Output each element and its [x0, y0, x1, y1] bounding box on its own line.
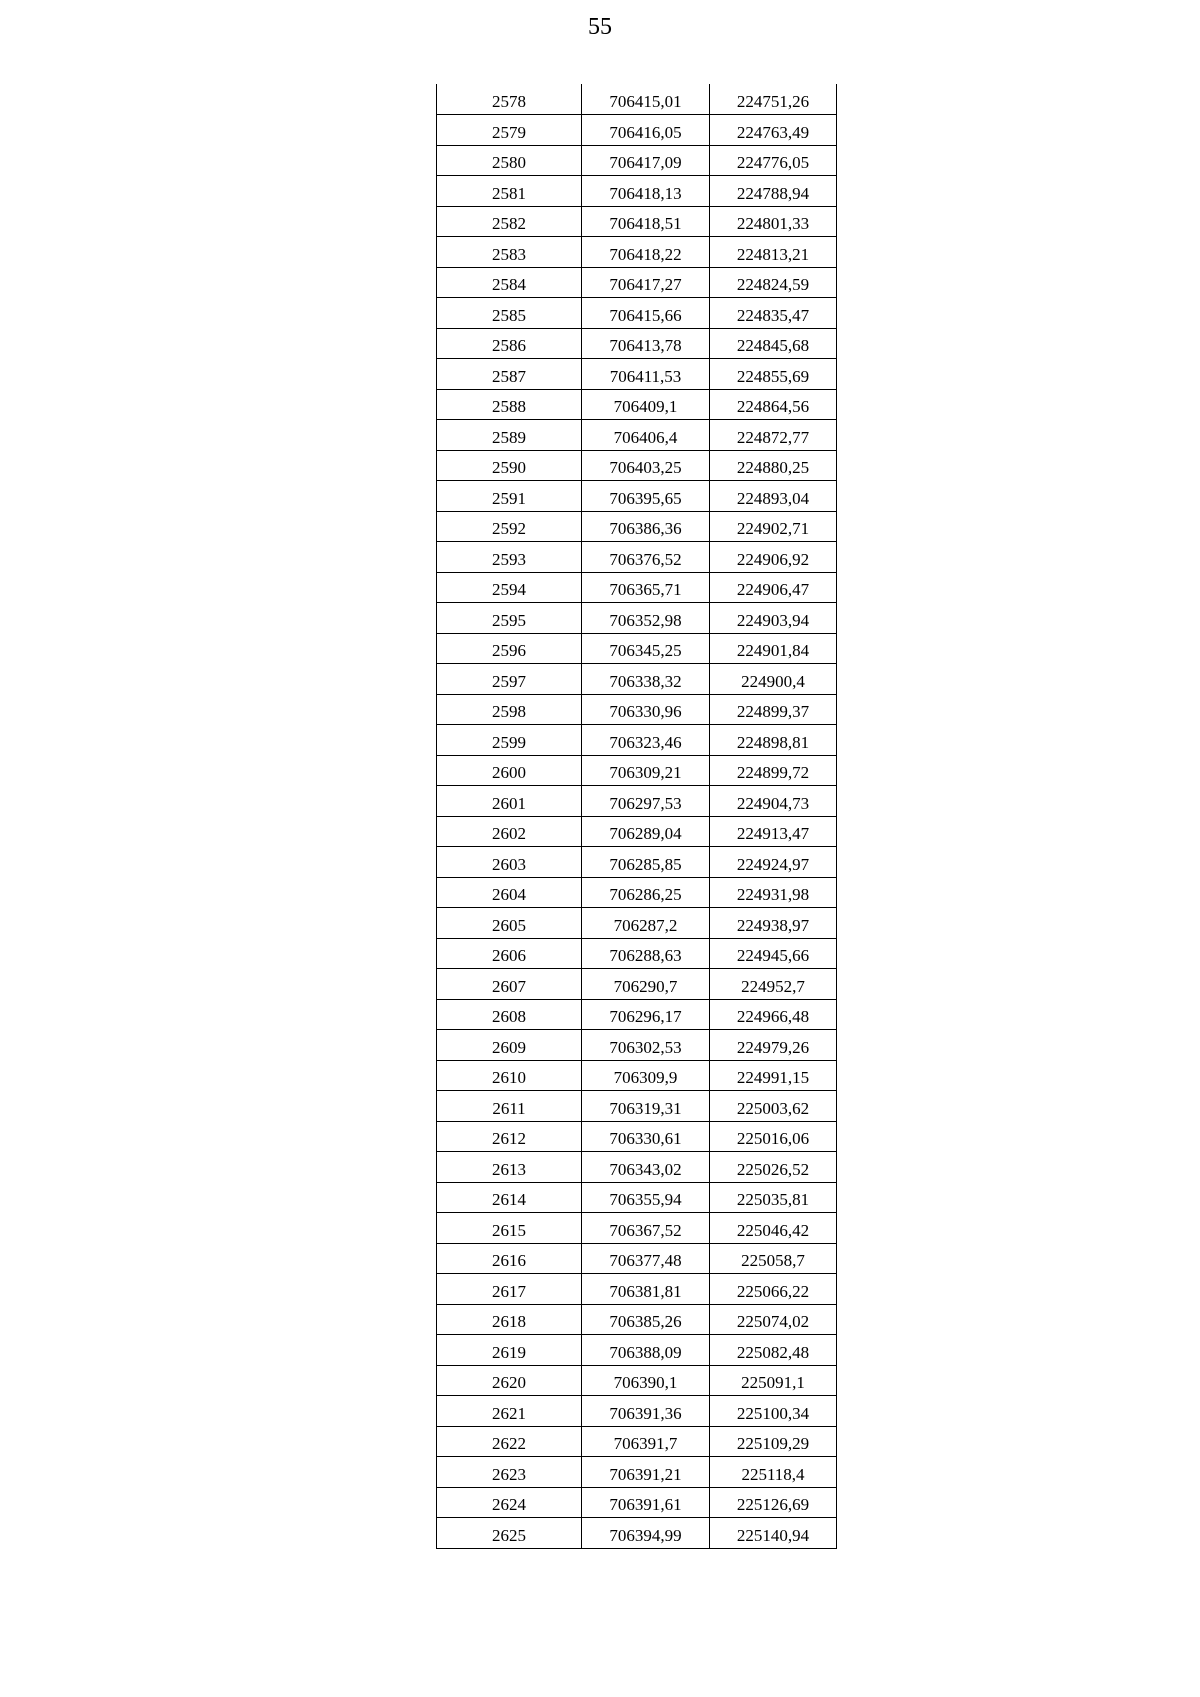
x-coordinate-cell: 706309,21: [582, 755, 710, 786]
table-row: [437, 786, 837, 817]
y-coordinate-cell: 224751,26: [710, 84, 837, 115]
point-number-cell: 2621: [437, 1396, 582, 1427]
point-number-cell: 2589: [437, 420, 582, 451]
y-coordinate-cell: 224979,26: [710, 1030, 837, 1061]
point-number-cell: 2610: [437, 1060, 582, 1091]
table-row: [437, 1426, 837, 1457]
table-row: [437, 603, 837, 634]
y-coordinate-cell: 225082,48: [710, 1335, 837, 1366]
table-row: [437, 450, 837, 481]
table-row: [437, 420, 837, 451]
y-coordinate-cell: 224763,49: [710, 115, 837, 146]
x-coordinate-cell: 706289,04: [582, 816, 710, 847]
y-coordinate-cell: 224835,47: [710, 298, 837, 329]
point-number-cell: 2604: [437, 877, 582, 908]
y-coordinate-cell: 224898,81: [710, 725, 837, 756]
table-row: [437, 1030, 837, 1061]
x-coordinate-cell: 706297,53: [582, 786, 710, 817]
table-row: [437, 542, 837, 573]
point-number-cell: 2600: [437, 755, 582, 786]
x-coordinate-cell: 706330,96: [582, 694, 710, 725]
table-row: [437, 298, 837, 329]
point-number-cell: 2607: [437, 969, 582, 1000]
x-coordinate-cell: 706415,01: [582, 84, 710, 115]
table-row: [437, 633, 837, 664]
x-coordinate-cell: 706323,46: [582, 725, 710, 756]
x-coordinate-cell: 706418,51: [582, 206, 710, 237]
point-number-cell: 2599: [437, 725, 582, 756]
table-row: [437, 847, 837, 878]
y-coordinate-cell: 225035,81: [710, 1182, 837, 1213]
point-number-cell: 2583: [437, 237, 582, 268]
point-number-cell: 2582: [437, 206, 582, 237]
table-row: [437, 816, 837, 847]
table-row: [437, 84, 837, 115]
point-number-cell: 2611: [437, 1091, 582, 1122]
y-coordinate-cell: 225100,34: [710, 1396, 837, 1427]
x-coordinate-cell: 706418,22: [582, 237, 710, 268]
table-row: [437, 1152, 837, 1183]
y-coordinate-cell: 224924,97: [710, 847, 837, 878]
coordinates-table-body: [437, 84, 837, 1548]
table-row: [437, 1457, 837, 1488]
x-coordinate-cell: 706338,32: [582, 664, 710, 695]
y-coordinate-cell: 225066,22: [710, 1274, 837, 1305]
y-coordinate-cell: 224864,56: [710, 389, 837, 420]
point-number-cell: 2609: [437, 1030, 582, 1061]
point-number-cell: 2605: [437, 908, 582, 939]
x-coordinate-cell: 706365,71: [582, 572, 710, 603]
x-coordinate-cell: 706417,27: [582, 267, 710, 298]
table-row: [437, 1182, 837, 1213]
point-number-cell: 2615: [437, 1213, 582, 1244]
point-number-cell: 2591: [437, 481, 582, 512]
point-number-cell: 2608: [437, 999, 582, 1030]
x-coordinate-cell: 706403,25: [582, 450, 710, 481]
point-number-cell: 2581: [437, 176, 582, 207]
y-coordinate-cell: 225091,1: [710, 1365, 837, 1396]
y-coordinate-cell: 224901,84: [710, 633, 837, 664]
y-coordinate-cell: 224945,66: [710, 938, 837, 969]
y-coordinate-cell: 225126,69: [710, 1487, 837, 1518]
y-coordinate-cell: 224813,21: [710, 237, 837, 268]
point-number-cell: 2588: [437, 389, 582, 420]
x-coordinate-cell: 706345,25: [582, 633, 710, 664]
point-number-cell: 2593: [437, 542, 582, 573]
table-row: [437, 328, 837, 359]
table-row: [437, 237, 837, 268]
table-row: [437, 755, 837, 786]
table-row: [437, 1487, 837, 1518]
table-row: [437, 1304, 837, 1335]
point-number-cell: 2603: [437, 847, 582, 878]
y-coordinate-cell: 224899,72: [710, 755, 837, 786]
x-coordinate-cell: 706355,94: [582, 1182, 710, 1213]
y-coordinate-cell: 224788,94: [710, 176, 837, 207]
y-coordinate-cell: 224906,92: [710, 542, 837, 573]
point-number-cell: 2578: [437, 84, 582, 115]
point-number-cell: 2624: [437, 1487, 582, 1518]
x-coordinate-cell: 706415,66: [582, 298, 710, 329]
table-row: [437, 877, 837, 908]
y-coordinate-cell: 224845,68: [710, 328, 837, 359]
x-coordinate-cell: 706391,36: [582, 1396, 710, 1427]
y-coordinate-cell: 224902,71: [710, 511, 837, 542]
x-coordinate-cell: 706381,81: [582, 1274, 710, 1305]
point-number-cell: 2614: [437, 1182, 582, 1213]
point-number-cell: 2606: [437, 938, 582, 969]
table-row: [437, 115, 837, 146]
table-row: [437, 1274, 837, 1305]
x-coordinate-cell: 706319,31: [582, 1091, 710, 1122]
table-row: [437, 206, 837, 237]
x-coordinate-cell: 706395,65: [582, 481, 710, 512]
y-coordinate-cell: 224904,73: [710, 786, 837, 817]
x-coordinate-cell: 706343,02: [582, 1152, 710, 1183]
x-coordinate-cell: 706406,4: [582, 420, 710, 451]
x-coordinate-cell: 706286,25: [582, 877, 710, 908]
y-coordinate-cell: 225046,42: [710, 1213, 837, 1244]
point-number-cell: 2594: [437, 572, 582, 603]
x-coordinate-cell: 706386,36: [582, 511, 710, 542]
point-number-cell: 2622: [437, 1426, 582, 1457]
table-row: [437, 694, 837, 725]
table-row: [437, 572, 837, 603]
y-coordinate-cell: 225118,4: [710, 1457, 837, 1488]
point-number-cell: 2592: [437, 511, 582, 542]
y-coordinate-cell: 224899,37: [710, 694, 837, 725]
y-coordinate-cell: 225026,52: [710, 1152, 837, 1183]
y-coordinate-cell: 224966,48: [710, 999, 837, 1030]
x-coordinate-cell: 706290,7: [582, 969, 710, 1000]
x-coordinate-cell: 706377,48: [582, 1243, 710, 1274]
table-row: [437, 908, 837, 939]
table-row: [437, 389, 837, 420]
table-row: [437, 938, 837, 969]
point-number-cell: 2579: [437, 115, 582, 146]
table-row: [437, 1213, 837, 1244]
x-coordinate-cell: 706288,63: [582, 938, 710, 969]
point-number-cell: 2617: [437, 1274, 582, 1305]
page-number: 55: [588, 14, 612, 40]
table-row: [437, 1243, 837, 1274]
y-coordinate-cell: 225016,06: [710, 1121, 837, 1152]
table-row: [437, 1091, 837, 1122]
table-row: [437, 725, 837, 756]
y-coordinate-cell: 225109,29: [710, 1426, 837, 1457]
y-coordinate-cell: 224952,7: [710, 969, 837, 1000]
x-coordinate-cell: 706391,7: [582, 1426, 710, 1457]
y-coordinate-cell: 224855,69: [710, 359, 837, 390]
x-coordinate-cell: 706391,61: [582, 1487, 710, 1518]
y-coordinate-cell: 224900,4: [710, 664, 837, 695]
y-coordinate-cell: 224872,77: [710, 420, 837, 451]
point-number-cell: 2616: [437, 1243, 582, 1274]
x-coordinate-cell: 706287,2: [582, 908, 710, 939]
point-number-cell: 2620: [437, 1365, 582, 1396]
y-coordinate-cell: 224801,33: [710, 206, 837, 237]
point-number-cell: 2623: [437, 1457, 582, 1488]
table-row: [437, 1335, 837, 1366]
x-coordinate-cell: 706416,05: [582, 115, 710, 146]
y-coordinate-cell: 224903,94: [710, 603, 837, 634]
y-coordinate-cell: 225140,94: [710, 1518, 837, 1549]
x-coordinate-cell: 706309,9: [582, 1060, 710, 1091]
table-row: [437, 664, 837, 695]
point-number-cell: 2613: [437, 1152, 582, 1183]
table-row: [437, 1518, 837, 1549]
point-number-cell: 2596: [437, 633, 582, 664]
table-row: [437, 359, 837, 390]
table-row: [437, 999, 837, 1030]
table-row: [437, 481, 837, 512]
point-number-cell: 2595: [437, 603, 582, 634]
point-number-cell: 2587: [437, 359, 582, 390]
x-coordinate-cell: 706330,61: [582, 1121, 710, 1152]
y-coordinate-cell: 224824,59: [710, 267, 837, 298]
y-coordinate-cell: 224893,04: [710, 481, 837, 512]
point-number-cell: 2601: [437, 786, 582, 817]
x-coordinate-cell: 706302,53: [582, 1030, 710, 1061]
table-row: [437, 1121, 837, 1152]
table-row: [437, 1396, 837, 1427]
table-row: [437, 1365, 837, 1396]
point-number-cell: 2625: [437, 1518, 582, 1549]
point-number-cell: 2586: [437, 328, 582, 359]
point-number-cell: 2619: [437, 1335, 582, 1366]
y-coordinate-cell: 225074,02: [710, 1304, 837, 1335]
y-coordinate-cell: 224991,15: [710, 1060, 837, 1091]
x-coordinate-cell: 706418,13: [582, 176, 710, 207]
coordinates-table: [436, 84, 837, 1549]
point-number-cell: 2602: [437, 816, 582, 847]
point-number-cell: 2598: [437, 694, 582, 725]
x-coordinate-cell: 706390,1: [582, 1365, 710, 1396]
point-number-cell: 2618: [437, 1304, 582, 1335]
x-coordinate-cell: 706391,21: [582, 1457, 710, 1488]
table-row: [437, 969, 837, 1000]
point-number-cell: 2584: [437, 267, 582, 298]
y-coordinate-cell: 224938,97: [710, 908, 837, 939]
y-coordinate-cell: 224880,25: [710, 450, 837, 481]
x-coordinate-cell: 706417,09: [582, 145, 710, 176]
x-coordinate-cell: 706296,17: [582, 999, 710, 1030]
x-coordinate-cell: 706285,85: [582, 847, 710, 878]
point-number-cell: 2580: [437, 145, 582, 176]
x-coordinate-cell: 706367,52: [582, 1213, 710, 1244]
x-coordinate-cell: 706376,52: [582, 542, 710, 573]
table-row: [437, 267, 837, 298]
point-number-cell: 2612: [437, 1121, 582, 1152]
point-number-cell: 2590: [437, 450, 582, 481]
y-coordinate-cell: 225003,62: [710, 1091, 837, 1122]
x-coordinate-cell: 706385,26: [582, 1304, 710, 1335]
y-coordinate-cell: 224931,98: [710, 877, 837, 908]
y-coordinate-cell: 224776,05: [710, 145, 837, 176]
x-coordinate-cell: 706352,98: [582, 603, 710, 634]
y-coordinate-cell: 224913,47: [710, 816, 837, 847]
y-coordinate-cell: 225058,7: [710, 1243, 837, 1274]
x-coordinate-cell: 706413,78: [582, 328, 710, 359]
x-coordinate-cell: 706409,1: [582, 389, 710, 420]
point-number-cell: 2597: [437, 664, 582, 695]
y-coordinate-cell: 224906,47: [710, 572, 837, 603]
table-row: [437, 511, 837, 542]
x-coordinate-cell: 706411,53: [582, 359, 710, 390]
table-row: [437, 176, 837, 207]
x-coordinate-cell: 706388,09: [582, 1335, 710, 1366]
point-number-cell: 2585: [437, 298, 582, 329]
table-row: [437, 1060, 837, 1091]
table-row: [437, 145, 837, 176]
x-coordinate-cell: 706394,99: [582, 1518, 710, 1549]
